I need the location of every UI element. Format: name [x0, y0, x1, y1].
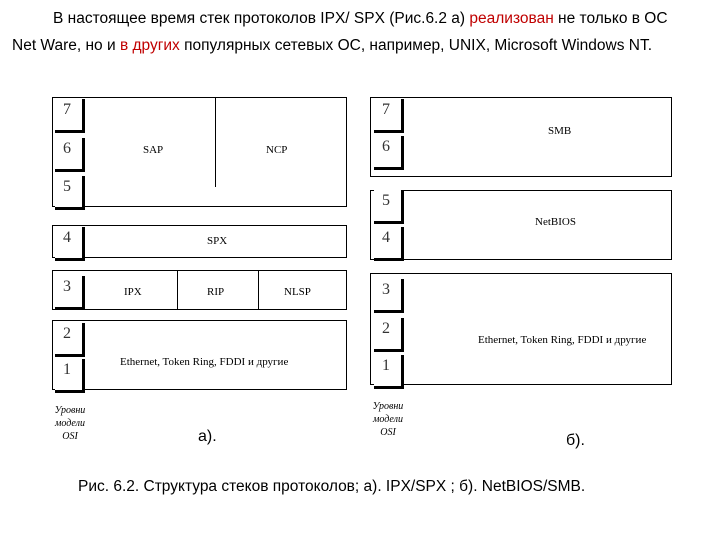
spx-label: SPX: [207, 235, 228, 247]
layer-1-b: 1: [374, 355, 404, 389]
smb-block: [370, 97, 672, 177]
netbios-block: [370, 190, 672, 260]
intro-line-1-text: В настоящее время стек протоколов IPX/ SPX (Рис.6.2 а): [53, 10, 470, 27]
layer-1-a: 1: [55, 359, 85, 393]
smb-label: SMB: [548, 125, 572, 137]
physical-block-b: [370, 273, 672, 385]
figure-caption: Рис. 6.2. Структура стеков протоколов; а). IPX/SPX ; б). NetBIOS/SMB.: [78, 478, 586, 495]
osi-word-2-b: модели: [373, 414, 403, 425]
intro-line-2: [12, 36, 652, 56]
osi-word-1-a: Уровни: [54, 405, 86, 416]
application-block-a: [52, 97, 347, 207]
sublabel-a: а).: [198, 428, 217, 445]
layer-2-b: 2: [374, 318, 404, 352]
rip-label: RIP: [207, 286, 225, 298]
osi-word-1-b: Уровни: [372, 401, 404, 412]
layer-6-b: 6: [374, 136, 404, 170]
intro-line-1: [53, 9, 668, 29]
ipx-label: IPX: [124, 286, 142, 298]
sap-label: SAP: [143, 144, 164, 156]
physical-label-a: Ethernet, Token Ring, FDDI и другие: [120, 356, 289, 368]
layer-4-a: 4: [55, 227, 85, 261]
layer-3-b: 3: [374, 279, 404, 313]
intro-highlight-2: в других: [119, 37, 180, 54]
layer-3-a: 3: [55, 276, 85, 310]
intro-line-1-end: не только в ОС: [553, 10, 668, 27]
osi-word-3-b: OSI: [380, 427, 396, 438]
osi-levels-label-a: [40, 404, 100, 443]
nlsp-label: NLSP: [284, 286, 311, 298]
sublabel-b: б).: [566, 432, 585, 449]
spx-block: [52, 225, 347, 258]
ipx-rip-divider: [177, 270, 178, 310]
layer-6-a: 6: [55, 138, 85, 172]
rip-nlsp-divider: [258, 270, 259, 310]
layer-4-b: 4: [374, 227, 404, 261]
physical-block-a: [52, 320, 347, 390]
sap-ncp-divider: [215, 97, 216, 187]
osi-levels-label-b: [358, 400, 418, 439]
intro-line-2-text: Net Ware, но и: [12, 37, 120, 54]
osi-word-2-a: модели: [55, 418, 85, 429]
ncp-label: NCP: [266, 144, 288, 156]
physical-label-b: Ethernet, Token Ring, FDDI и другие: [478, 334, 647, 346]
layer-7-a: 7: [55, 99, 85, 133]
layer-5-b: 5: [374, 190, 404, 224]
osi-word-3-a: OSI: [62, 431, 78, 442]
intro-highlight: реализован: [469, 10, 554, 27]
layer-7-b: 7: [374, 99, 404, 133]
netbios-label: NetBIOS: [535, 216, 576, 228]
intro-line-2-end: популярных сетевых ОС, например, UNIX, Microsoft Windows NT.: [179, 37, 653, 54]
layer-5-a: 5: [55, 176, 85, 210]
layer-2-a: 2: [55, 323, 85, 357]
